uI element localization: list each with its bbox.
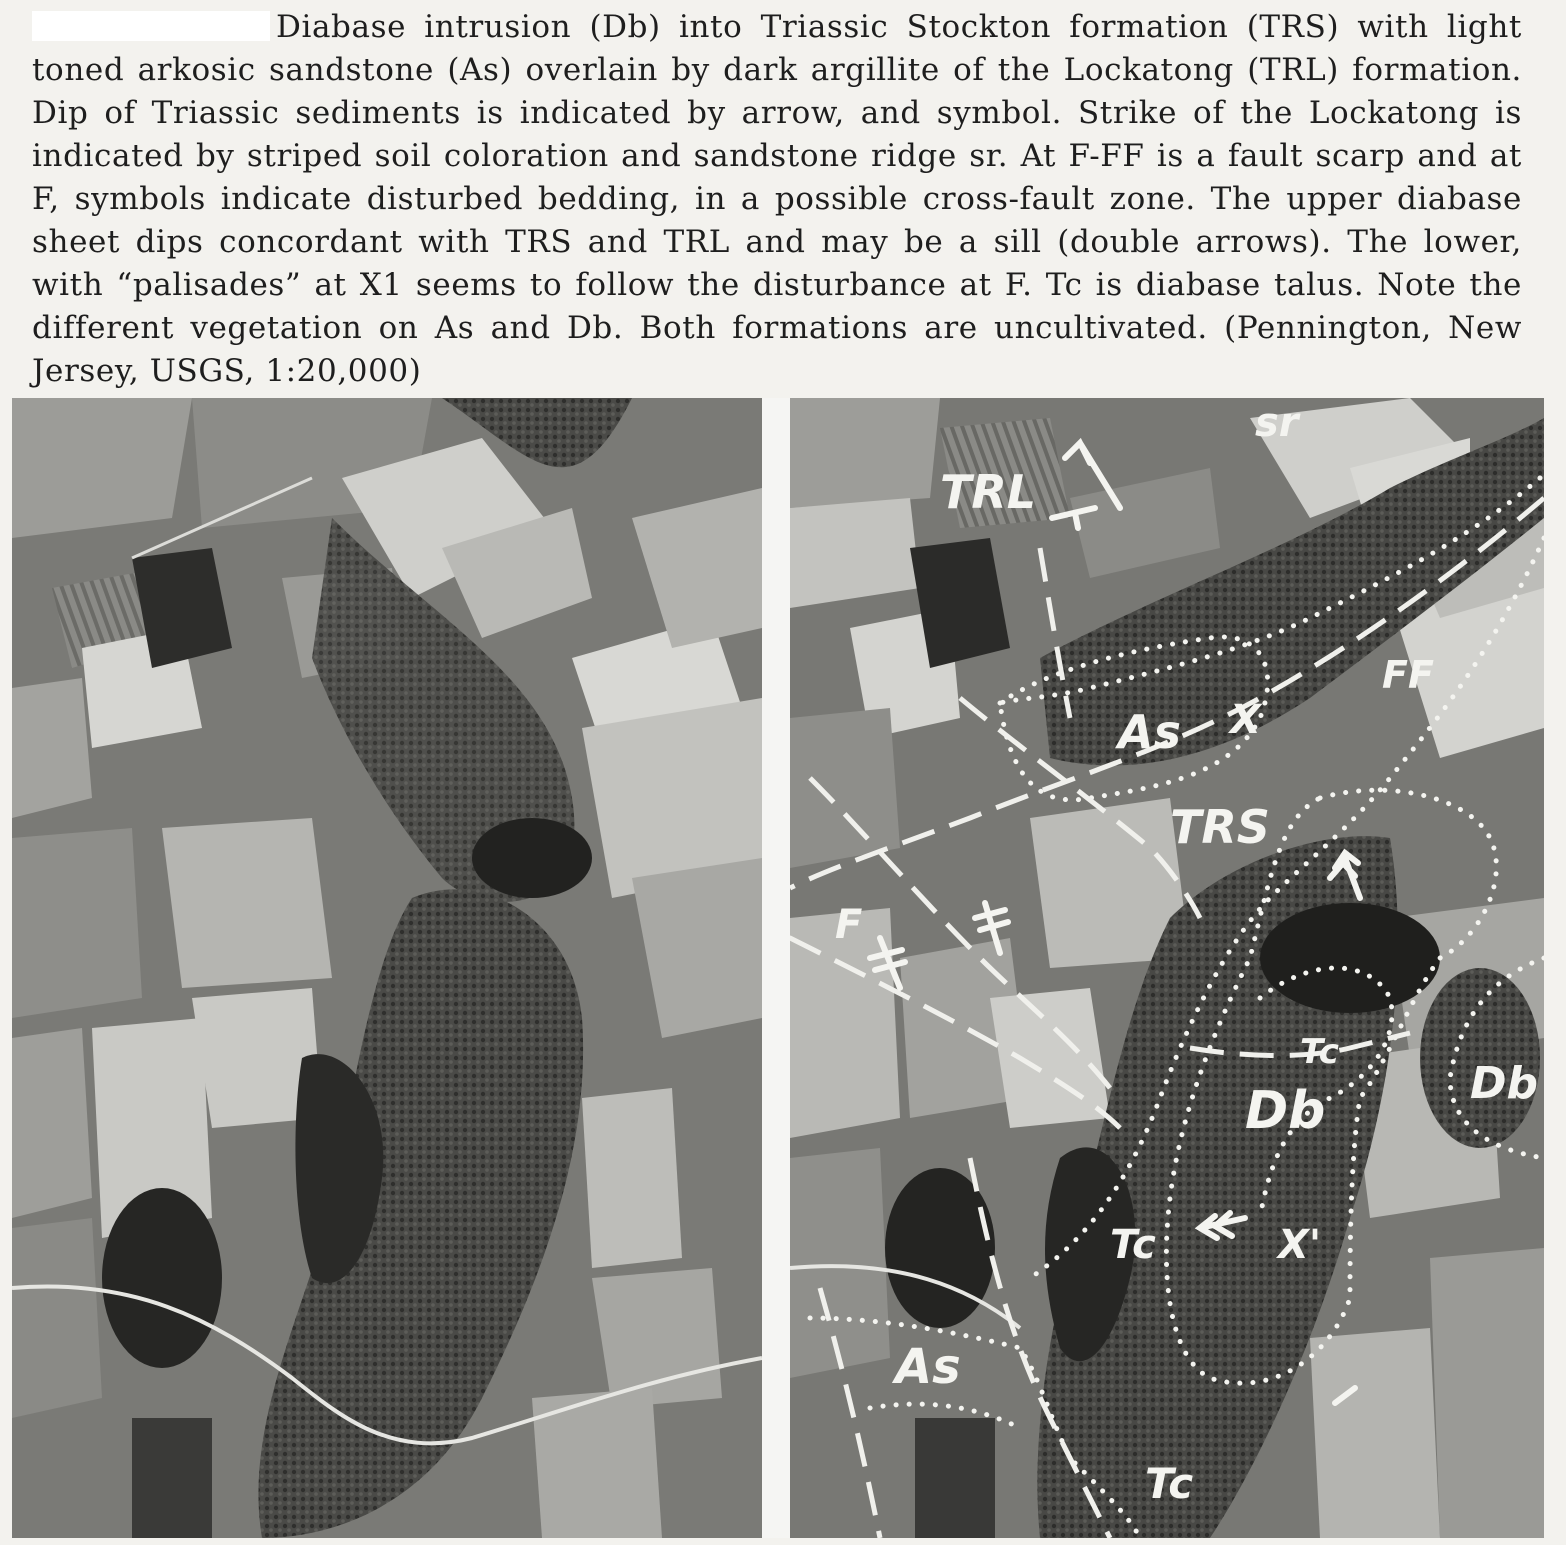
label-f: F xyxy=(835,902,863,948)
label-tc-bottom: Tc xyxy=(1145,1459,1194,1508)
label-tc-upper: Tc xyxy=(1300,1032,1339,1072)
label-tc-lower-left: Tc xyxy=(1110,1222,1156,1268)
photo-divider xyxy=(762,398,790,1538)
caption-text: Diabase intrusion (Db) into Triassic Stockton formation (TRS) with light toned arkosic sandstone (As) overlain by dark argillite of the Lockatong (TRL) formation. Dip of Triassic sediments is indicated by arrow, and symbol. Strike of the Lockatong is indicated by striped soil coloration and sandstone ridge sr. At F-FF is a fault scarp and at F, symbols indicate disturbed bedding, in a possible cross-fault zone. The upper diabase sheet dips concordant with TRS and TRL and may be a sill (double arrows). The lower, with “palisades” at X1 seems to follow the disturbance at F. Tc is diabase talus. Note the different vegetation on As and Db. Both formations are uncultivated. (Pennington, New Jersey, USGS, 1:20,000) xyxy=(32,9,1522,389)
label-ff: FF xyxy=(1382,653,1434,697)
aerial-photo-left-image xyxy=(12,398,762,1538)
label-x-upper: X xyxy=(1230,697,1261,743)
label-sr: sr xyxy=(1255,400,1299,446)
label-db-center: Db xyxy=(1245,1081,1326,1141)
label-db-right: Db xyxy=(1470,1058,1539,1109)
label-trs: TRS xyxy=(1170,800,1270,854)
label-as-lower: As xyxy=(895,1339,961,1395)
aerial-photo-right-annotated xyxy=(790,398,1544,1538)
redacted-figure-label xyxy=(32,11,270,41)
label-as-upper: As xyxy=(1118,705,1181,759)
aerial-photo-left xyxy=(12,398,762,1538)
aerial-photo-right-image xyxy=(790,398,1544,1538)
label-x1: X' xyxy=(1278,1222,1322,1268)
label-trl: TRL xyxy=(940,465,1037,519)
figure-caption xyxy=(32,6,1522,393)
